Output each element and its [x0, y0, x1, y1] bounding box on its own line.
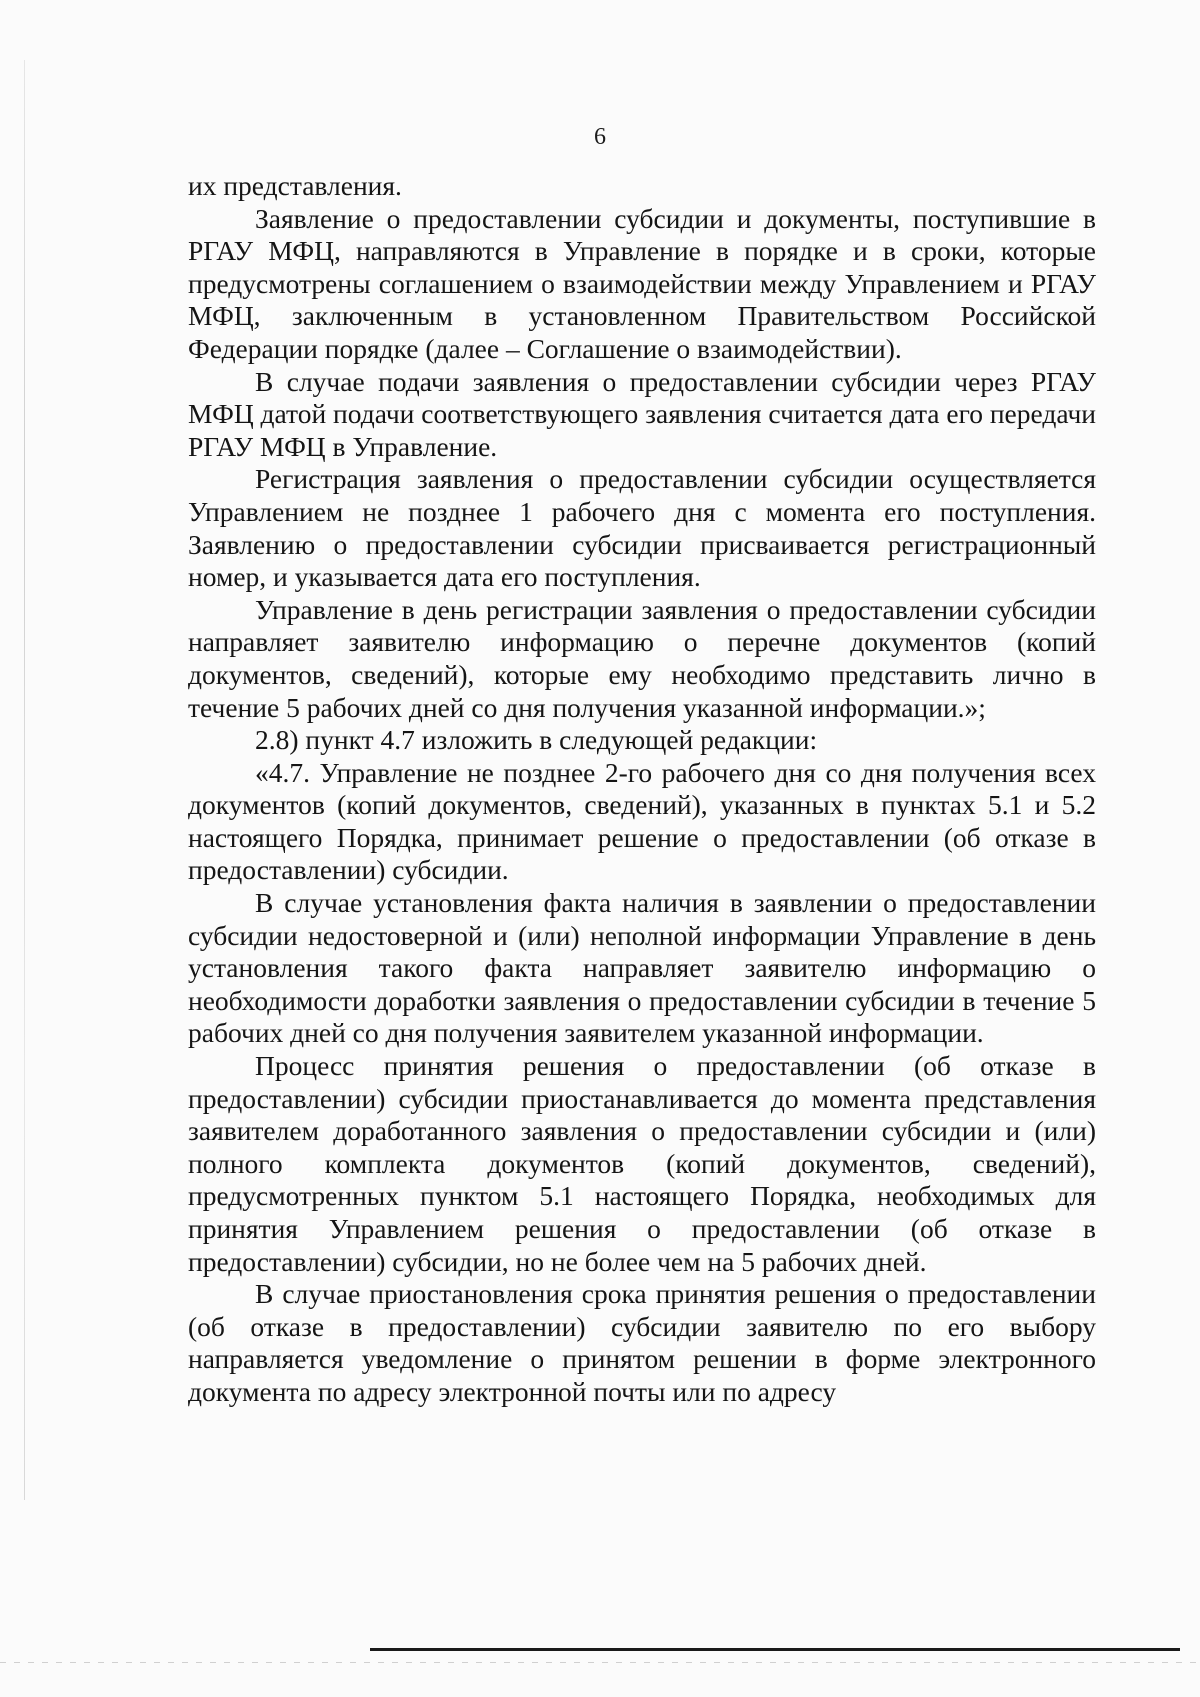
paragraph-process-suspension: Процесс принятия решения о предоставлении (об отказе в предоставлении) субсидии приостанавливается до момента представления заявителем доработанного заявления о предоставлении субсидии и (или) полного комплекта документов (копий документов, сведений), предусмотренных пунктом 5.1 настоящего Порядка, необходимых для принятия Управлением решения о предоставлении (об отказе в предоставлении) субсидии, но не более чем на 5 рабочих дней. [188, 1050, 1096, 1277]
paragraph-incomplete-information: В случае установления факта наличия в заявлении о предоставлении субсидии недостоверной и (или) неполной информации Управление в день установления такого факта направляет заявителю информацию о необходимости доработки заявления о предоставлении субсидии в течение 5 рабочих дней со дня получения заявителем указанной информации. [188, 887, 1096, 1049]
paragraph-application-transfer: Заявление о предоставлении субсидии и документы, поступившие в РГАУ МФЦ, направляются в Управление в порядке и в сроки, которые предусмотрены соглашением о взаимодействии между Управлением и РГАУ МФЦ, заключенным в установленном Правительством Российской Федерации порядке (далее – Соглашение о взаимодействии). [188, 202, 1096, 364]
paragraph-document-request: Управление в день регистрации заявления о предоставлении субсидии направляет заявителю информацию о перечне документов (копий документов, сведений), которые ему необходимо представить лично в течение 5 рабочих дней со дня получения указанной информации.»; [188, 593, 1096, 723]
document-body [188, 170, 1096, 1409]
paragraph-continuation: их представления. [188, 170, 402, 201]
scan-edge-bottom-faint [0, 1662, 1200, 1663]
paragraph-amendment-2-8: 2.8) пункт 4.7 изложить в следующей редакции: [255, 724, 818, 756]
scan-edge-left [24, 60, 25, 1500]
scan-edge-bottom [370, 1648, 1180, 1651]
paragraph-registration: Регистрация заявления о предоставлении субсидии осуществляется Управлением не позднее 1 рабочего дня с момента его поступления. Заявлению о предоставлении субсидии присваивается регистрационный номер, и указывается дата его поступления. [188, 463, 1096, 593]
page-number: 6 [594, 124, 606, 150]
paragraph-notification: В случае приостановления срока принятия решения о предоставлении (об отказе в предоставлении) субсидии заявителю по его выбору направляется уведомление о принятом решении в форме электронного документа по адресу электронной почты или по адресу [188, 1278, 1096, 1407]
paragraph-submission-date: В случае подачи заявления о предоставлении субсидии через РГАУ МФЦ датой подачи соответствующего заявления считается дата его передачи РГАУ МФЦ в Управление. [188, 365, 1096, 462]
paragraph-clause-4-7: «4.7. Управление не позднее 2-го рабочего дня со дня получения всех документов (копий документов, сведений), указанных в пунктах 5.1 и 5.2 настоящего Порядка, принимает решение о предоставлении (об отказе в предоставлении) субсидии. [188, 756, 1096, 886]
